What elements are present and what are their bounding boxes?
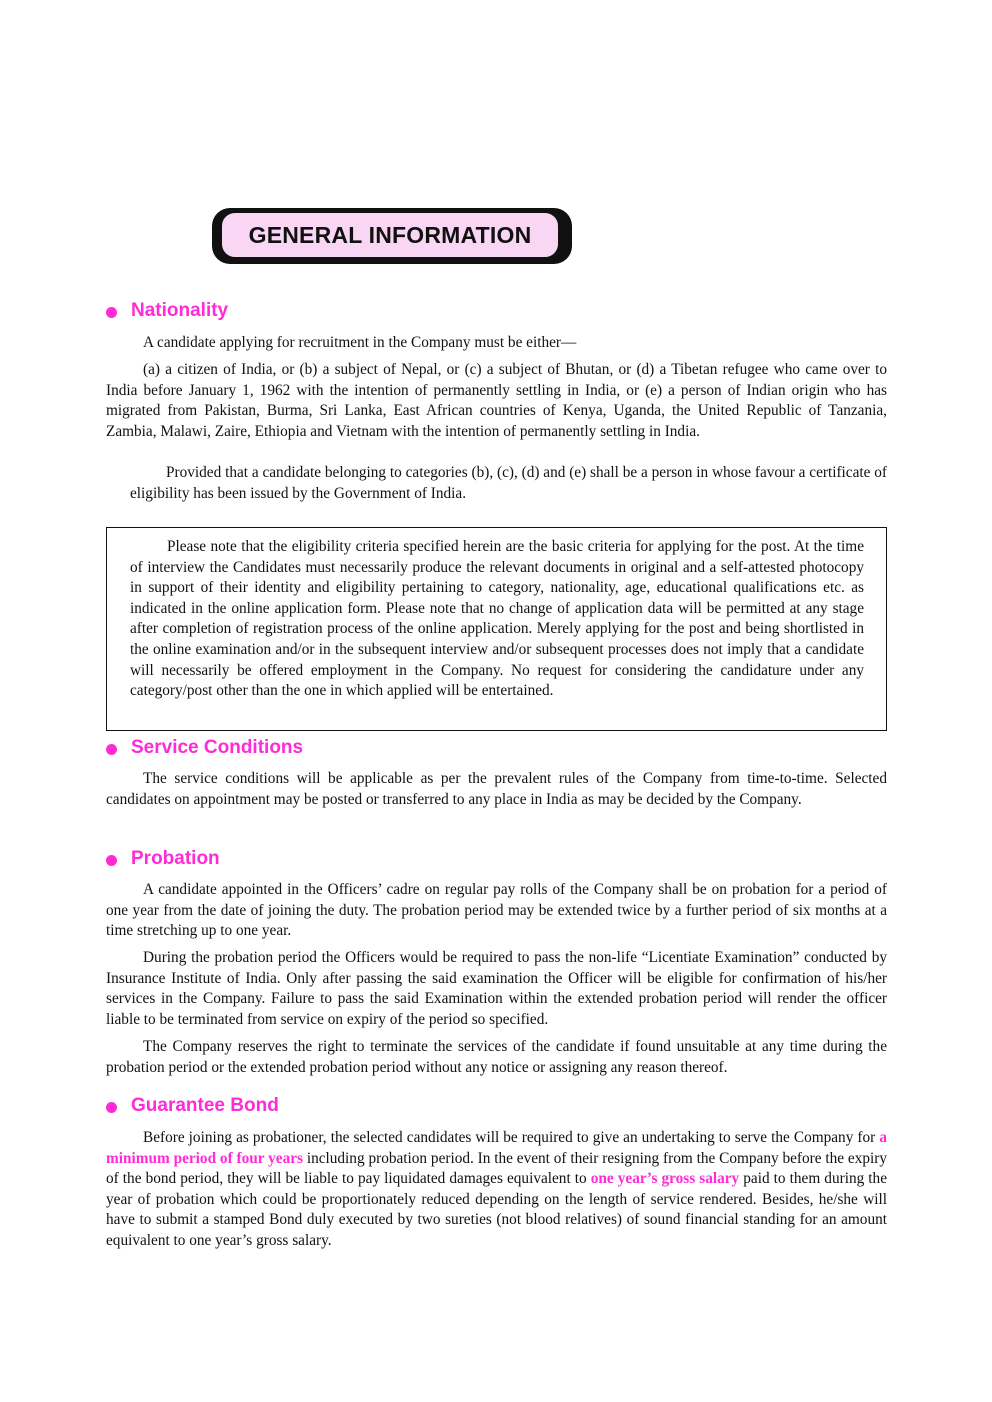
title-banner-box (220, 211, 560, 259)
page-title-banner (212, 208, 572, 264)
heading-nationality-text: Nationality (131, 300, 229, 321)
heading-nationality (106, 301, 228, 322)
heading-guarantee-bond-text: Guarantee Bond (131, 1095, 279, 1116)
guarantee-bond-text (106, 1128, 887, 1252)
heading-guarantee-bond (106, 1096, 279, 1117)
nationality-criteria: (a) a citizen of India, or (b) a subject of Nepal, or (c) a subject of Bhutan, or (d) a Tibetan refugee who came over to India before January 1, 1962 with the intention of permanently settling in India, or (e) a person of Indian origin who has migrated from Pakistan, Burma, Sri Lanka, East African countries of Kenya, Uganda, the United Republic of Tanzania, Zambia, Malawi, Zaire, Ethiopia and Vietnam with the intention of permanently settling in India. (106, 361, 887, 440)
probation-paragraph-1: A candidate appointed in the Officers’ cadre on regular pay rolls of the Company shall be on probation for a period of one year from the date of joining the duty. The probation period may be extended twice by a further period of six months at a time stretching up to one year. (106, 881, 887, 940)
bullet-icon (106, 307, 117, 318)
probation-paragraph-2: During the probation period the Officers would be required to pass the non-life “Licentiate Examination” conducted by Insurance Institute of India. Only after passing the said examination the Officer will be eligible for confirmation of his/her services in the Company. Failure to pass the said Examination within the extended probation period will render the officer liable to be terminated from service on expiry of the period so specified. (106, 949, 887, 1028)
heading-probation-text: Probation (131, 848, 220, 869)
bond-highlight-minimum-period: a minimum period of four years (106, 1129, 887, 1167)
bond-text-part-3: paid to them during the year of probation which could be proportionately reduced depending on the length of service rendered. Besides, he/she will have to submit a stamped Bond duly executed by two sureties (not blood relatives) of sound financial standing for an amount equivalent to one year’s gross salary. (106, 1170, 887, 1249)
heading-probation (106, 849, 220, 870)
eligibility-notice-text: Please note that the eligibility criteria specified herein are the basic criteria for applying for the post. At the time of interview the Candidates must necessarily produce the relevant documents in original and a self-attested photocopy in support of their identity and eligibility pertaining to category, nationality, age, educational qualifications etc. as indicated in the online application form. Please note that no change of application data will be permitted at any stage after completion of registration process of the online application. Merely applying for the post and being shortlisted in the online examination and/or in the subsequent interview and/or subsequent processes does not imply that a candidate will necessarily be offered employment in the Company. No request for considering the candidature under any category/post other than the one in which applied will be entertained. (130, 538, 864, 700)
service-conditions-text: The service conditions will be applicable as per the prevalent rules of the Company from time-to-time. Selected candidates on appointment may be posted or transferred to any place in India as may be decided by the Company. (106, 770, 887, 808)
bullet-icon (106, 855, 117, 866)
heading-service-conditions (106, 738, 303, 759)
bond-highlight-gross-salary: one year’s gross salary (590, 1170, 740, 1188)
eligibility-notice-box (106, 527, 887, 731)
bullet-icon (106, 744, 117, 755)
nationality-intro: A candidate applying for recruitment in the Company must be either— (143, 334, 577, 351)
probation-paragraph-3: The Company reserves the right to terminate the services of the candidate if found unsuitable at any time during the probation period or the extended probation period without any notice or assigning any reason thereof. (106, 1038, 887, 1076)
bullet-icon (106, 1102, 117, 1113)
page-title: GENERAL INFORMATION (248, 221, 532, 248)
bond-text-part-2: including probation period. In the event of their resigning from the Company before the expiry of the bond period, they will be liable to pay liquidated damages equivalent to (106, 1149, 887, 1188)
bond-text-part-1: Before joining as probationer, the selected candidates will be required to give an undertaking to serve the Company for (143, 1129, 880, 1146)
nationality-proviso: Provided that a candidate belonging to categories (b), (c), (d) and (e) shall be a person in whose favour a certificate of eligibility has been issued by the Government of India. (130, 464, 887, 502)
heading-service-conditions-text: Service Conditions (131, 737, 304, 758)
